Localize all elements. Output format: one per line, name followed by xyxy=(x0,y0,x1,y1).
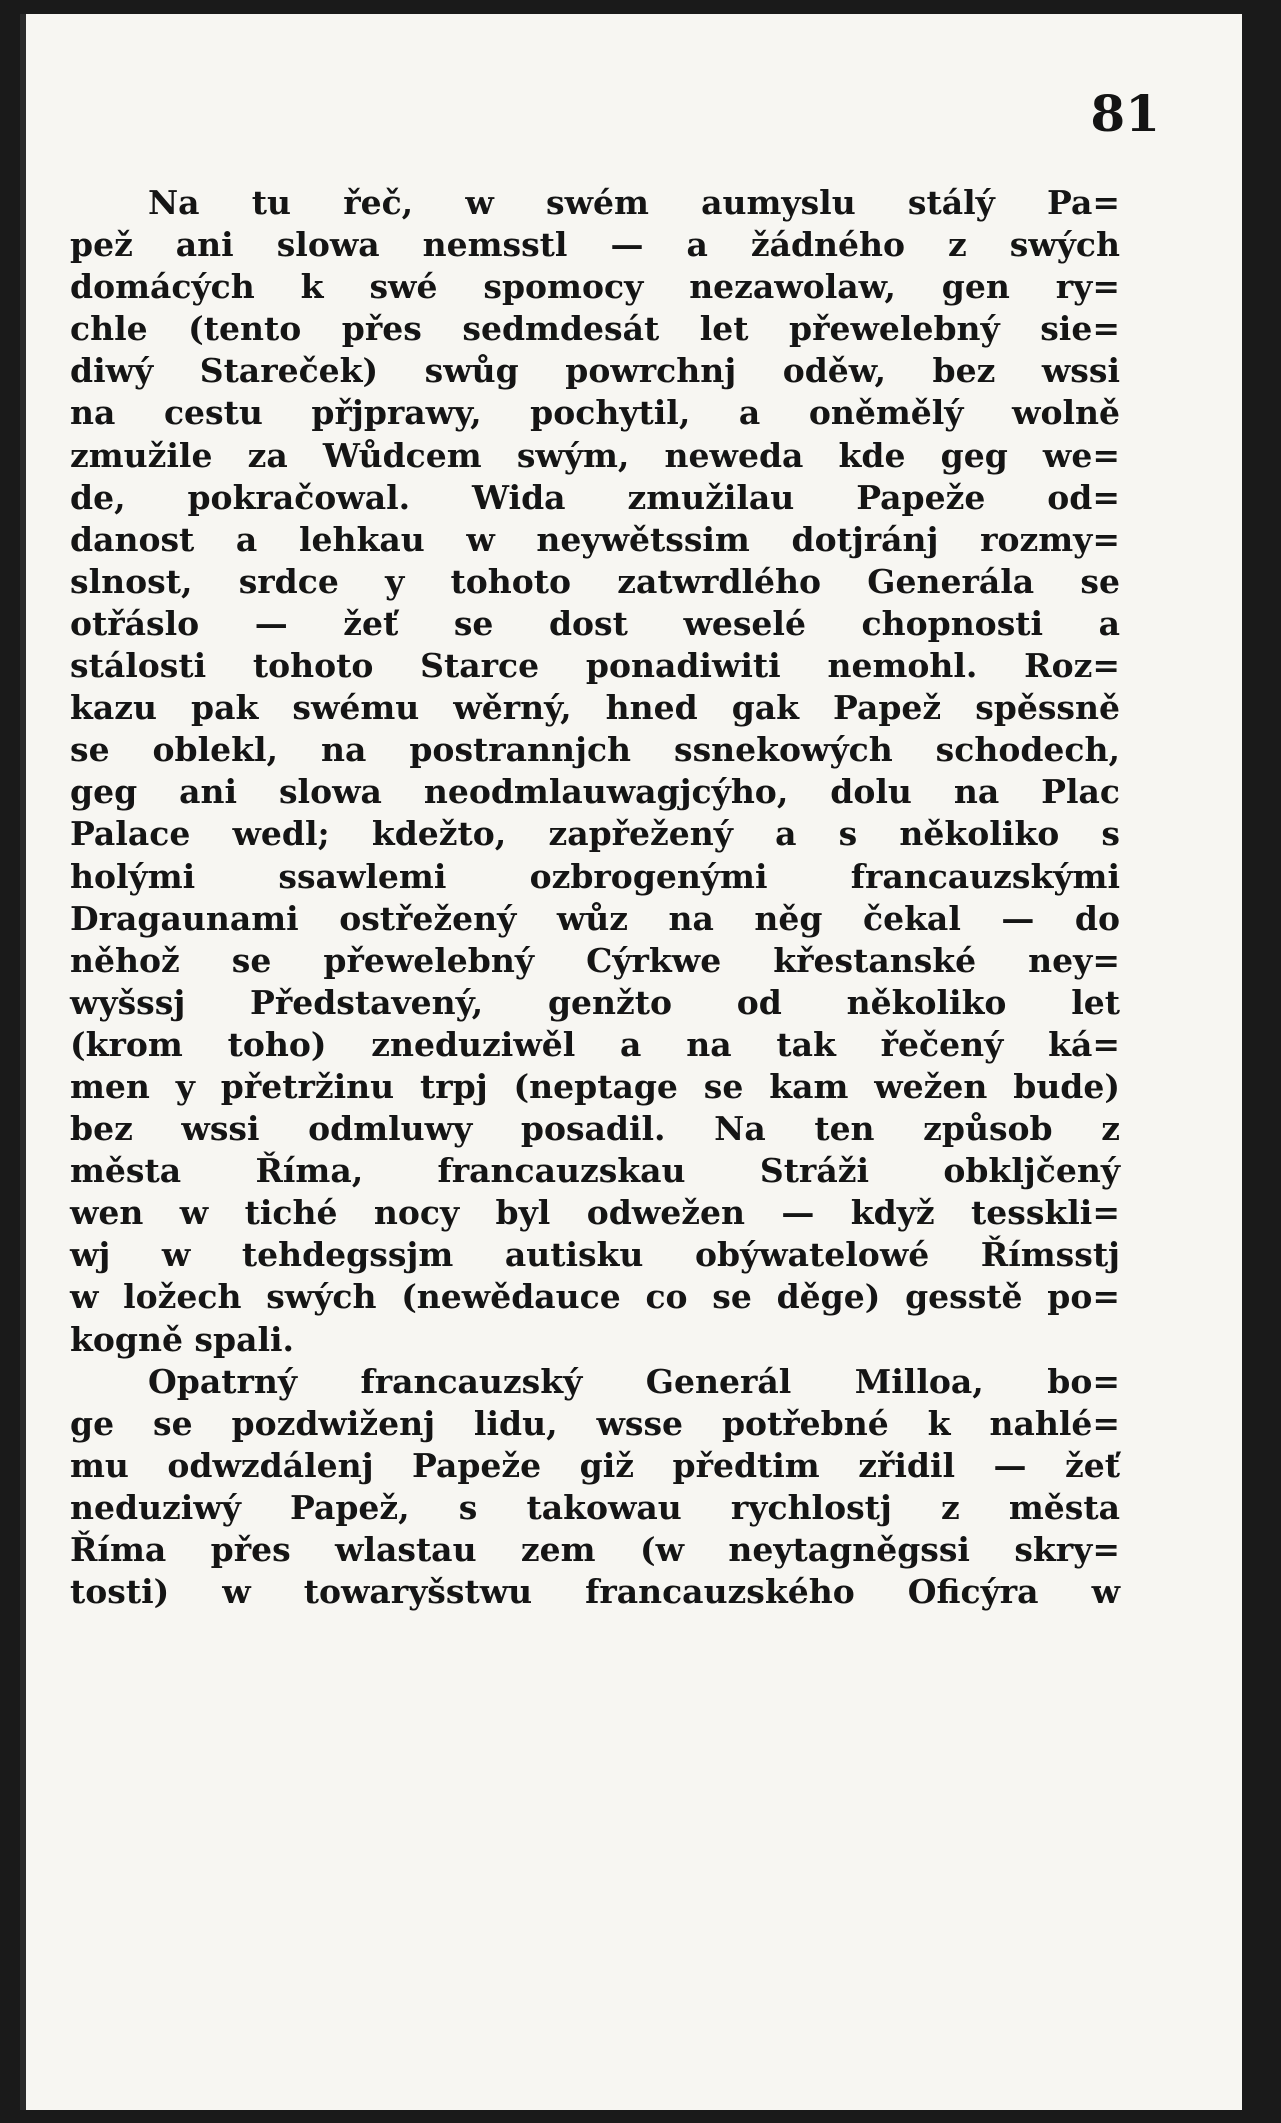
paragraph-1 xyxy=(70,182,1120,1361)
text-line: tosti) w towaryšstwu francauzského Oficýra w xyxy=(70,1572,1120,1612)
body-text xyxy=(70,182,1120,1613)
text-line: stálosti tohoto Starce ponadiwiti nemohl. Roz= xyxy=(70,646,1120,686)
text-line: wyšssj Představený, genžto od několiko let xyxy=(70,982,1120,1022)
text-line: w ložech swých (newědauce co se děge) gesstě po= xyxy=(70,1277,1120,1317)
text-line: diwý Stareček) swůg powrchnj oděw, bez wssi xyxy=(70,351,1120,391)
text-line: Opatrný francauzský Generál Milloa, bo= xyxy=(148,1361,1120,1401)
text-line: slnost, srdce y tohoto zatwrdlého Generála se xyxy=(70,561,1120,601)
text-line: otřáslo — žeť se dost weselé chopnosti a xyxy=(70,603,1120,643)
text-line: holými ssawlemi ozbrogenými francauzskými xyxy=(70,856,1120,896)
page-number: 81 xyxy=(1090,84,1160,143)
text-line: ge se pozdwiženj lidu, wsse potřebné k nahlé= xyxy=(70,1403,1120,1443)
text-line: kogně spali. xyxy=(70,1319,295,1359)
text-line: geg ani slowa neodmlauwagjcýho, dolu na Plac xyxy=(70,772,1120,812)
text-line: zmužile za Wůdcem swým, neweda kde geg we= xyxy=(70,435,1120,475)
text-line: danost a lehkau w neywětssim dotjránj rozmy= xyxy=(70,519,1120,559)
text-line: Říma přes wlastau zem (w neytagněgssi skry= xyxy=(70,1530,1120,1569)
paragraph-2 xyxy=(70,1361,1120,1614)
text-line: Palace wedl; kdežto, zapřežený a s několiko s xyxy=(70,814,1120,854)
text-line: (krom toho) zneduziwěl a na tak řečený ká= xyxy=(70,1024,1120,1064)
text-line: kazu pak swému wěrný, hned gak Papež spěssně xyxy=(70,688,1120,728)
text-line: mu odwzdálenj Papeže giž předtim zřidil — žeť xyxy=(70,1445,1120,1485)
book-page xyxy=(20,14,1242,2110)
text-line: bez wssi odmluwy posadil. Na ten způsob z xyxy=(70,1109,1120,1149)
text-line: domácých k swé spomocy nezawolaw, gen ry= xyxy=(70,267,1120,307)
text-line: neduziwý Papež, s takowau rychlostj z města xyxy=(70,1487,1120,1527)
text-line: Na tu řeč, w swém aumyslu stálý Pa= xyxy=(148,183,1120,222)
text-line: men y přetržinu trpj (neptage se kam wežen bude) xyxy=(70,1066,1120,1106)
text-line: chle (tento přes sedmdesát let přewelebný sie= xyxy=(70,309,1120,349)
text-line: se oblekl, na postrannjch ssnekowých schodech, xyxy=(70,730,1120,770)
text-line: Dragaunami ostřežený wůz na něg čekal — do xyxy=(70,898,1120,938)
text-line: wj w tehdegssjm autisku obýwatelowé Římsstj xyxy=(70,1235,1120,1275)
text-line: de, pokračowal. Wida zmužilau Papeže od= xyxy=(70,477,1120,517)
text-line: něhož se přewelebný Cýrkwe křestanské ney= xyxy=(70,940,1120,980)
text-line: na cestu přjprawy, pochytil, a oněmělý wolně xyxy=(70,393,1120,433)
text-line: wen w tiché nocy byl odwežen — když tesskli= xyxy=(70,1193,1120,1233)
text-line: pež ani slowa nemsstl — a žádného z swých xyxy=(70,225,1120,265)
text-line: města Říma, francauzskau Stráži obkljčený xyxy=(70,1151,1120,1191)
